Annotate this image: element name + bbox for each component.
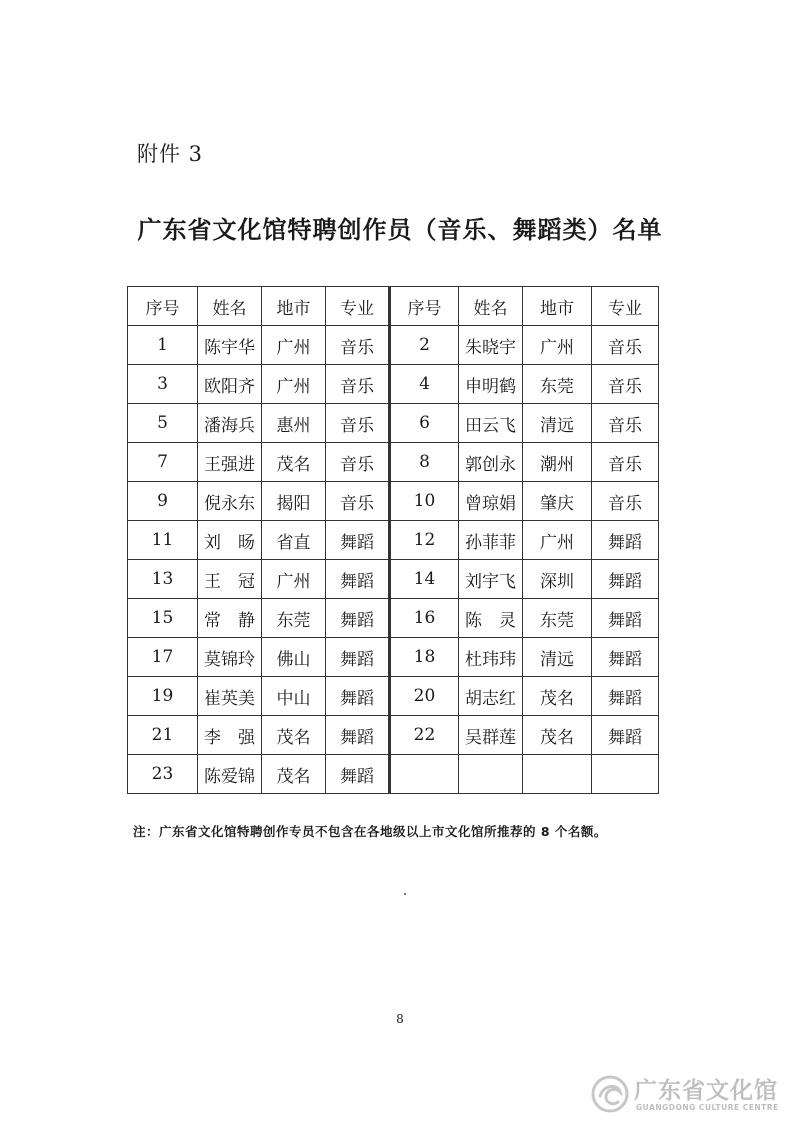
table-cell: 9 — [128, 482, 198, 521]
watermark-subtitle: GUANGDONG CULTURE CENTRE — [636, 1103, 779, 1112]
table-cell: 11 — [128, 521, 198, 560]
table-cell: 舞蹈 — [326, 755, 390, 794]
scan-dot — [404, 893, 406, 895]
table-cell: 田云飞 — [459, 404, 523, 443]
table-row — [128, 404, 659, 443]
table-cell: 16 — [390, 599, 459, 638]
table-cell: 19 — [128, 677, 198, 716]
document-title: 广东省文化馆特聘创作员（音乐、舞蹈类）名单 — [137, 216, 663, 244]
table-cell: 音乐 — [326, 365, 390, 404]
footnote: 注：广东省文化馆特聘创作专员不包含在各地级以上市文化馆所推荐的 8 个名额。 — [133, 824, 607, 839]
table-cell: 13 — [128, 560, 198, 599]
table-cell: 倪永东 — [198, 482, 262, 521]
table-cell: 20 — [390, 677, 459, 716]
table-cell: 7 — [128, 443, 198, 482]
table-cell: 刘宇飞 — [459, 560, 523, 599]
table-cell: 潘海兵 — [198, 404, 262, 443]
table-cell — [592, 755, 659, 794]
table-cell: 舞蹈 — [592, 677, 659, 716]
table-cell: 陈 灵 — [459, 599, 523, 638]
table-cell: 茂名 — [262, 716, 326, 755]
table-row — [128, 365, 659, 404]
table-row — [128, 599, 659, 638]
table-cell: 常 静 — [198, 599, 262, 638]
table-cell: 朱晓宇 — [459, 326, 523, 365]
table-cell: 深圳 — [523, 560, 592, 599]
table-cell: 清远 — [523, 404, 592, 443]
attachment-label: 附件 3 — [137, 142, 204, 166]
table-cell: 舞蹈 — [592, 521, 659, 560]
table-cell: 王强进 — [198, 443, 262, 482]
table-row — [128, 638, 659, 677]
table-cell: 18 — [390, 638, 459, 677]
table-cell: 舞蹈 — [326, 521, 390, 560]
table-cell: 音乐 — [326, 404, 390, 443]
table-cell: 14 — [390, 560, 459, 599]
table-cell: 2 — [390, 326, 459, 365]
table-cell — [459, 755, 523, 794]
table-cell: 莫锦玲 — [198, 638, 262, 677]
roster-body — [128, 326, 659, 794]
table-cell: 郭创永 — [459, 443, 523, 482]
table-cell: 茂名 — [523, 716, 592, 755]
page-number: 8 — [396, 1012, 404, 1026]
table-cell: 崔英美 — [198, 677, 262, 716]
table-cell: 舞蹈 — [326, 716, 390, 755]
table-cell: 舞蹈 — [592, 716, 659, 755]
table-cell: 东莞 — [262, 599, 326, 638]
table-row — [128, 716, 659, 755]
table-cell: 广州 — [262, 365, 326, 404]
table-cell: 吴群莲 — [459, 716, 523, 755]
table-cell: 23 — [128, 755, 198, 794]
table-cell: 陈宇华 — [198, 326, 262, 365]
table-cell: 舞蹈 — [592, 638, 659, 677]
table-cell: 舞蹈 — [326, 677, 390, 716]
table-cell: 孙菲菲 — [459, 521, 523, 560]
table-cell: 5 — [128, 404, 198, 443]
table-cell: 音乐 — [326, 326, 390, 365]
table-cell — [390, 755, 459, 794]
table-row — [128, 521, 659, 560]
watermark — [590, 1070, 790, 1120]
table-row — [128, 443, 659, 482]
table-cell: 音乐 — [592, 443, 659, 482]
table-cell — [523, 755, 592, 794]
table-cell: 曾琼娟 — [459, 482, 523, 521]
table-cell: 清远 — [523, 638, 592, 677]
table-cell: 音乐 — [592, 404, 659, 443]
column-header: 地市 — [523, 287, 592, 326]
table-cell: 舞蹈 — [592, 560, 659, 599]
table-cell: 肇庆 — [523, 482, 592, 521]
column-header: 序号 — [128, 287, 198, 326]
table-cell: 茂名 — [262, 755, 326, 794]
table-cell: 15 — [128, 599, 198, 638]
roster-table — [127, 286, 659, 794]
table-cell: 王 冠 — [198, 560, 262, 599]
table-cell: 舞蹈 — [592, 599, 659, 638]
table-cell: 广州 — [262, 560, 326, 599]
table-cell: 10 — [390, 482, 459, 521]
table-cell: 12 — [390, 521, 459, 560]
column-header: 姓名 — [459, 287, 523, 326]
table-cell: 舞蹈 — [326, 638, 390, 677]
table-cell: 1 — [128, 326, 198, 365]
table-cell: 8 — [390, 443, 459, 482]
table-row — [128, 755, 659, 794]
table-cell: 4 — [390, 365, 459, 404]
column-header: 专业 — [326, 287, 390, 326]
table-cell: 广州 — [523, 521, 592, 560]
table-cell: 欧阳齐 — [198, 365, 262, 404]
table-cell: 6 — [390, 404, 459, 443]
column-header: 地市 — [262, 287, 326, 326]
table-cell: 胡志红 — [459, 677, 523, 716]
table-cell: 音乐 — [592, 326, 659, 365]
table-cell: 东莞 — [523, 365, 592, 404]
table-header-row — [128, 287, 659, 326]
table-cell: 音乐 — [592, 482, 659, 521]
column-header: 姓名 — [198, 287, 262, 326]
table-cell: 音乐 — [592, 365, 659, 404]
table-cell: 中山 — [262, 677, 326, 716]
table-cell: 21 — [128, 716, 198, 755]
table-cell: 省直 — [262, 521, 326, 560]
table-cell: 17 — [128, 638, 198, 677]
table-cell: 佛山 — [262, 638, 326, 677]
table-row — [128, 560, 659, 599]
column-header: 专业 — [592, 287, 659, 326]
table-cell: 陈爱锦 — [198, 755, 262, 794]
table-cell: 22 — [390, 716, 459, 755]
table-cell: 李 强 — [198, 716, 262, 755]
table-cell: 音乐 — [326, 443, 390, 482]
table-row — [128, 677, 659, 716]
watermark-name: 广东省文化馆 — [634, 1078, 778, 1104]
table-cell: 申明鹤 — [459, 365, 523, 404]
table-cell: 揭阳 — [262, 482, 326, 521]
table-cell: 茂名 — [262, 443, 326, 482]
table-cell: 潮州 — [523, 443, 592, 482]
table-cell: 东莞 — [523, 599, 592, 638]
table-cell: 刘 旸 — [198, 521, 262, 560]
table-cell: 舞蹈 — [326, 599, 390, 638]
column-header: 序号 — [390, 287, 459, 326]
table-cell: 音乐 — [326, 482, 390, 521]
table-cell: 舞蹈 — [326, 560, 390, 599]
table-row — [128, 482, 659, 521]
table-cell: 杜玮玮 — [459, 638, 523, 677]
table-cell: 广州 — [262, 326, 326, 365]
table-cell: 茂名 — [523, 677, 592, 716]
culture-centre-logo-icon — [590, 1074, 630, 1114]
table-cell: 3 — [128, 365, 198, 404]
table-cell: 惠州 — [262, 404, 326, 443]
table-cell: 广州 — [523, 326, 592, 365]
table-row — [128, 326, 659, 365]
